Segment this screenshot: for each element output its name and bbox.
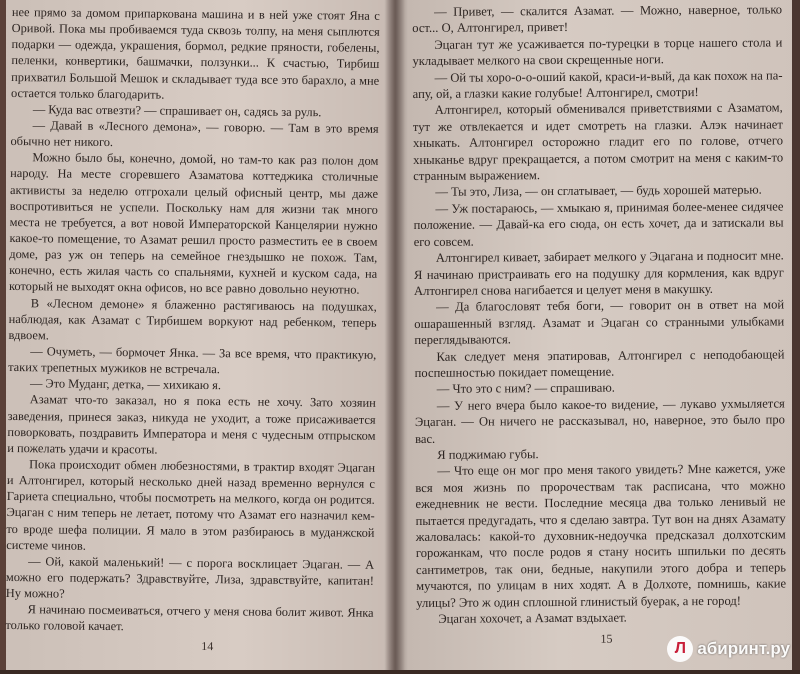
left-page-text	[5, 4, 380, 637]
labirint-watermark	[667, 634, 790, 664]
paragraph: Можно было бы, конечно, домой, но там-то как раз полон дом народу. На месте сгоревшего Азаматова коттеджика столичные активисты за неделю отгрохали целый офисный центр, мы даже воспротивиться не успели. Поскольку нам для жизни так много места не требуется, а вот новой Императорской Канцелярии нужно какое-то помещение, то Азамат решил просто разместить ее в своем доме, раз уж он теперь на семейное гнездышко не похож. Там, конечно, есть жилая часть со спальнями, кухней и куском сада, на который не выходят окна офисов, но все равно довольно неуютно.	[8, 150, 379, 298]
paragraph: нее прямо за домом припаркована машина и в ней уже стоят Яна с Оривой. Пока мы пробиваемся туда сквозь толпу, на меня сыплются подарки — одежда, украшения, бормол, редкие пряности, гобелены, пеленки, конвертики, башмачки, ползунки... К счастью, Тирбиш прихватил Большой Мешок и складывает туда все это барахло, а мне остается только благодарить.	[10, 4, 380, 102]
paragraph: — Что это с ним? — спрашиваю.	[436, 380, 615, 397]
right-edge-shadow	[792, 0, 800, 670]
right-page	[412, 0, 787, 670]
paragraph: — Уж постараюсь, — хмыкаю я, принимая более-менее сидячее положение. — Давай-ка его сюда, он есть хочет, да и затискали вы его совсем.	[413, 199, 784, 249]
watermark-text: абиринт.ру	[697, 639, 790, 658]
paragraph: Эцаган хохочет, а Азамат вздыхает.	[438, 610, 627, 626]
paragraph: — Что еще он мог про меня такого увидеть? Мне кажется, уже вся моя жизнь по пророчествам так расписана, что можно ежедневник не вести. Последние месяца два только ленивый не пытается предугадать, что я сделаю завтра. Тут вон на днях Азамату жаловалась: какой-то духовник-недоучка предсказал долхотским горожанкам, что после родов я стану носить шпильки по десять сантиметров, так они, бедные, накупили этого добра и теперь мучаются, по улицам в них ходят. А в Долхоте, помнишь, какие улицы? Это ж один сплошной глинистый буерак, а не город!	[415, 461, 787, 610]
paragraph: — Да благословят тебя боги, — говорит он в ответ на мой ошарашенный взгляд. Азамат и Эцаган со странными улыбками переглядываются.	[414, 297, 785, 348]
paragraph: В «Лесном демоне» я блаженно растягиваюсь на подушках, наблюдая, как Азамат с Тирбишем воркуют над ребенком, теперь вдвоем.	[8, 295, 377, 343]
paragraph: Как следует меня эпатировав, Алтонгирел с неподобающей поспешностью покидает помещение.	[414, 346, 785, 380]
paragraph: — Давай в «Лесного демона», — говорю. — Там в это время обычно нет никого.	[10, 118, 379, 150]
paragraph: Пока происходит обмен любезностями, в трактир входят Эцаган и Алтонгирел, который несколько дней назад временно вернулся с Гариета специально, чтобы посмотреть на мелкого, когда он родится. Эцаган с ним теперь не летает, потому что Азамат его назначил кем-то вроде шефа полиции. Я мало в этом разбираюсь в муданжской системе чинов.	[6, 457, 376, 553]
paragraph: Эцаган тут же усаживается по-турецки в торце нашего стола и укладывает мелкого на свои скрещенные ноги.	[412, 35, 783, 69]
paragraph: — Ой ты хоро-о-о-оший какой, краси-и-вый, да как похож на па-апу, ой, а глазки какие голубые! Алтонгирел, смотри!	[412, 68, 783, 102]
right-page-text	[412, 1, 786, 627]
paragraph: Азамат что-то заказал, но я пока есть не хочу. Зато хозяин заведения, принеся заказ, никуда не уходит, а тоже присаживается поворковать, поздравить Императора и меня с чудесным отпрыском и пожелать удачи и красоты.	[7, 392, 376, 457]
right-page-number: 15	[600, 631, 613, 646]
paragraph: — Это Муданг, детка, — хихикаю я.	[29, 376, 222, 393]
paragraph: Я поджимаю губы.	[437, 447, 539, 462]
paragraph: — Очуметь, — бормочет Янка. — За все время, что практикую, таких трепетных мужиков не встречала.	[8, 344, 377, 377]
paragraph: — Привет, — скалится Азамат. — Можно, наверное, только ост... О, Алтонгирел, привет!	[412, 2, 783, 36]
left-page	[5, 0, 380, 674]
labirint-logo-icon: Л	[667, 636, 693, 662]
left-page-number: 14	[201, 638, 214, 654]
paragraph: Алтонгирел кивает, забирает мелкого у Эцагана и подносит мне. Я начинаю пристраивать его на подушку для кормления, как вдруг Алтонгирел снова нагибается и целует меня в макушку.	[413, 248, 784, 298]
paragraph: — Ой, какой маленький! — с порога восклицает Эцаган. — А можно его подержать? Здравствуйте, Лиза, здравствуйте, капитан! Ну можно?	[5, 553, 375, 601]
paragraph: — Куда вас отвезти? — спрашивает он, садясь за руль.	[32, 102, 322, 120]
paragraph: — Ты это, Лиза, — он сглатывает, — будь хорошей матерью.	[435, 183, 762, 200]
paragraph: Алтонгирел, который обменивался приветствиями с Азаматом, тут же отвлекается и идет смотреть на глазки. Алэк начинает хныкать. Алтонгирел осторожно гладит его по голове, отчего хныканье вдруг прекращается, а потом смотрит на меня с каким-то странным выражением.	[412, 100, 784, 184]
paragraph: — У него вчера было какое-то видение, — лукаво ухмыляется Эцаган. — Он ничего не рассказывал, но, наверное, это было про вас.	[414, 396, 785, 446]
book-gutter	[385, 0, 405, 670]
paragraph: Я начинаю посмеиваться, отчего у меня снова болит живот. Янка только головой качает.	[5, 602, 374, 634]
